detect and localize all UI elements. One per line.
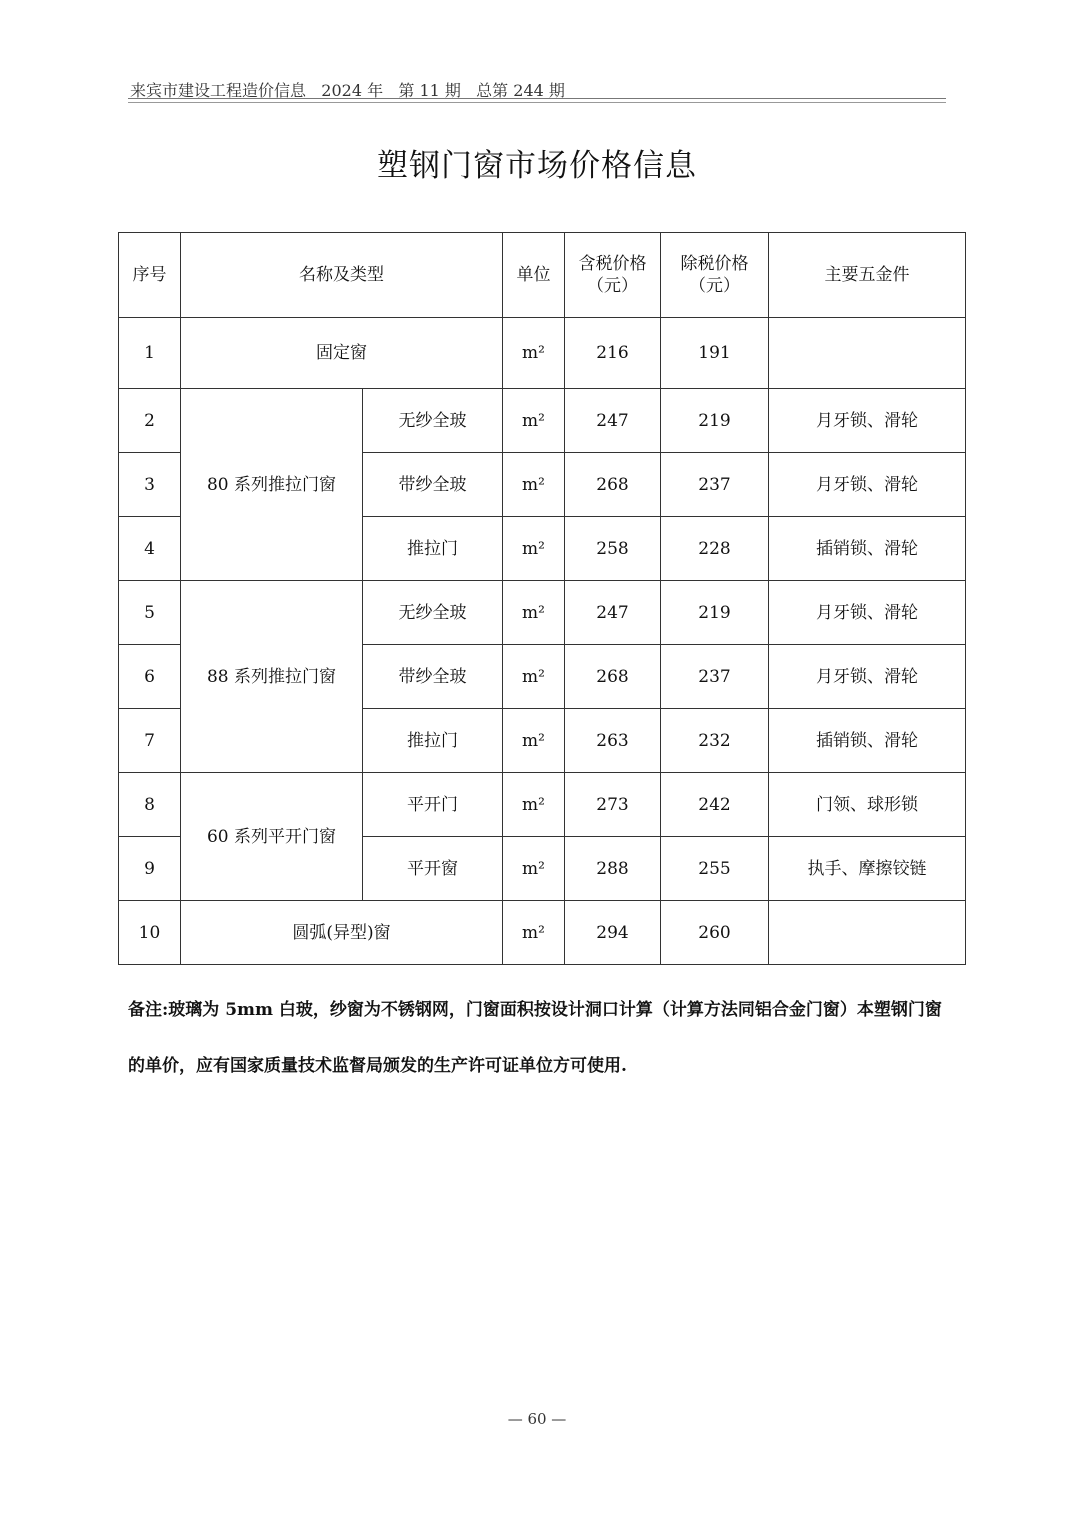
cell-price-notax: 237 bbox=[661, 645, 769, 709]
cell-price-tax: 247 bbox=[565, 581, 661, 645]
document-title: 塑钢门窗市场价格信息 bbox=[377, 148, 697, 184]
header-hardware: 主要五金件 bbox=[769, 233, 966, 318]
cell-unit: m² bbox=[503, 709, 565, 773]
cell-type: 无纱全玻 bbox=[363, 581, 503, 645]
cell-unit: m² bbox=[503, 645, 565, 709]
cell-price-tax: 294 bbox=[565, 901, 661, 965]
cell-type: 平开窗 bbox=[363, 837, 503, 901]
page-number: — 60 — bbox=[507, 1410, 567, 1428]
cell-unit: m² bbox=[503, 837, 565, 901]
cell-name: 固定窗 bbox=[181, 318, 503, 389]
price-table bbox=[118, 232, 966, 965]
cell-price-tax: 247 bbox=[565, 389, 661, 453]
cell-hardware: 插销锁、滑轮 bbox=[769, 709, 966, 773]
cell-price-tax: 268 bbox=[565, 645, 661, 709]
cell-index: 3 bbox=[119, 453, 181, 517]
cell-price-tax: 216 bbox=[565, 318, 661, 389]
cell-price-notax: 237 bbox=[661, 453, 769, 517]
cell-type: 带纱全玻 bbox=[363, 453, 503, 517]
total-issue-number: 总第 244 期 bbox=[476, 81, 565, 100]
publication-name: 来宾市建设工程造价信息 bbox=[130, 81, 307, 100]
cell-type: 推拉门 bbox=[363, 709, 503, 773]
header-name: 名称及类型 bbox=[181, 233, 503, 318]
remark-note: 备注:玻璃为 5mm 白玻，纱窗为不锈钢网，门窗面积按设计洞口计算（计算方法同铝合金门窗）本塑钢门窗的单价，应有国家质量技术监督局颁发的生产许可证单位方可使用. bbox=[128, 1000, 942, 1076]
cell-index: 6 bbox=[119, 645, 181, 709]
cell-index: 7 bbox=[119, 709, 181, 773]
table-row bbox=[119, 389, 966, 453]
cell-unit: m² bbox=[503, 581, 565, 645]
header-price-notax-unit: （元） bbox=[689, 276, 740, 296]
cell-unit: m² bbox=[503, 901, 565, 965]
cell-hardware: 执手、摩擦铰链 bbox=[769, 837, 966, 901]
cell-price-notax: 232 bbox=[661, 709, 769, 773]
cell-price-notax: 260 bbox=[661, 901, 769, 965]
table-row bbox=[119, 581, 966, 645]
cell-index: 10 bbox=[119, 901, 181, 965]
header-price-tax bbox=[565, 233, 661, 318]
table-header-row bbox=[119, 233, 966, 318]
cell-price-tax: 273 bbox=[565, 773, 661, 837]
cell-index: 8 bbox=[119, 773, 181, 837]
cell-index: 1 bbox=[119, 318, 181, 389]
header-price-tax-unit: （元） bbox=[587, 276, 638, 296]
cell-index: 2 bbox=[119, 389, 181, 453]
cell-price-tax: 263 bbox=[565, 709, 661, 773]
cell-price-tax: 258 bbox=[565, 517, 661, 581]
table-row bbox=[119, 901, 966, 965]
cell-price-tax: 288 bbox=[565, 837, 661, 901]
cell-type: 推拉门 bbox=[363, 517, 503, 581]
cell-group: 60 系列平开门窗 bbox=[181, 773, 363, 901]
table-row bbox=[119, 318, 966, 389]
cell-unit: m² bbox=[503, 389, 565, 453]
publication-year: 2024 年 bbox=[321, 81, 384, 100]
cell-price-notax: 242 bbox=[661, 773, 769, 837]
cell-group: 88 系列推拉门窗 bbox=[181, 581, 363, 773]
cell-group: 80 系列推拉门窗 bbox=[181, 389, 363, 581]
header-price-tax-label: 含税价格 bbox=[578, 254, 647, 274]
header-unit: 单位 bbox=[503, 233, 565, 318]
cell-type: 平开门 bbox=[363, 773, 503, 837]
cell-name: 圆弧(异型)窗 bbox=[181, 901, 503, 965]
cell-price-tax: 268 bbox=[565, 453, 661, 517]
cell-unit: m² bbox=[503, 773, 565, 837]
cell-price-notax: 191 bbox=[661, 318, 769, 389]
cell-price-notax: 228 bbox=[661, 517, 769, 581]
header-price-notax bbox=[661, 233, 769, 318]
cell-hardware: 月牙锁、滑轮 bbox=[769, 389, 966, 453]
cell-hardware bbox=[769, 318, 966, 389]
cell-unit: m² bbox=[503, 453, 565, 517]
header-rule bbox=[128, 98, 946, 99]
cell-unit: m² bbox=[503, 318, 565, 389]
cell-hardware: 月牙锁、滑轮 bbox=[769, 581, 966, 645]
header-price-notax-label: 除税价格 bbox=[680, 254, 749, 274]
issue-number: 第 11 期 bbox=[398, 81, 461, 100]
cell-hardware: 插销锁、滑轮 bbox=[769, 517, 966, 581]
table-row bbox=[119, 773, 966, 837]
cell-hardware: 门领、球形锁 bbox=[769, 773, 966, 837]
cell-hardware: 月牙锁、滑轮 bbox=[769, 645, 966, 709]
cell-type: 带纱全玻 bbox=[363, 645, 503, 709]
cell-price-notax: 219 bbox=[661, 389, 769, 453]
header-rule-secondary bbox=[128, 102, 946, 103]
cell-index: 9 bbox=[119, 837, 181, 901]
cell-price-notax: 255 bbox=[661, 837, 769, 901]
header-index: 序号 bbox=[119, 233, 181, 318]
cell-hardware: 月牙锁、滑轮 bbox=[769, 453, 966, 517]
cell-unit: m² bbox=[503, 517, 565, 581]
cell-hardware bbox=[769, 901, 966, 965]
cell-type: 无纱全玻 bbox=[363, 389, 503, 453]
cell-index: 4 bbox=[119, 517, 181, 581]
cell-index: 5 bbox=[119, 581, 181, 645]
cell-price-notax: 219 bbox=[661, 581, 769, 645]
